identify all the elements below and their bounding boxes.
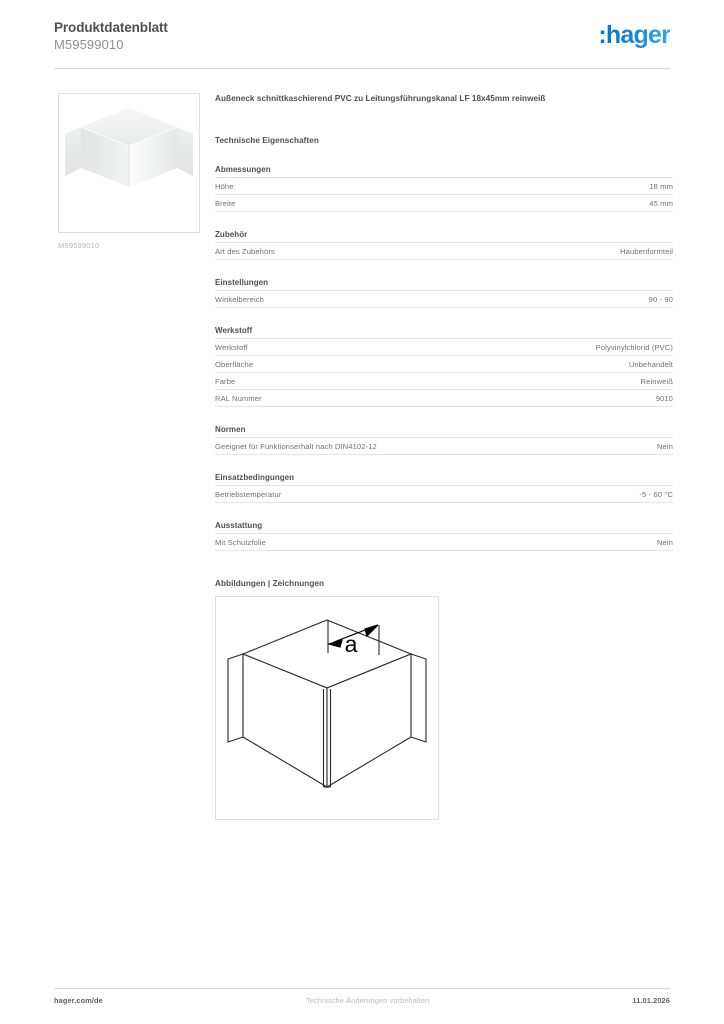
spec-label: Betriebstemperatur [215, 489, 282, 499]
spec-row [215, 437, 673, 455]
spec-label: Mit Schutzfolie [215, 537, 266, 547]
spec-row [215, 355, 673, 372]
spec-value: 9010 [655, 393, 673, 403]
footer-divider [54, 988, 670, 989]
spec-value: 45 mm [649, 198, 673, 208]
spec-group [215, 230, 673, 260]
spec-group [215, 278, 673, 308]
spec-row [215, 177, 673, 194]
spec-value: -5 - 60 °C [639, 489, 673, 499]
spec-row [215, 290, 673, 308]
spec-group-title: Ausstattung [215, 521, 263, 530]
hager-logo: :hager [598, 21, 670, 49]
page-header [54, 20, 670, 68]
article-number: M59599010 [54, 37, 124, 52]
page-title: Produktdatenblatt [54, 20, 168, 35]
spec-group-title: Werkstoff [215, 326, 253, 335]
spec-value: Haubenformteil [620, 246, 673, 256]
spec-label: Geeignet für Funktionserhalt nach DIN4102-12 [215, 441, 377, 451]
page-footer [54, 996, 670, 1005]
technical-drawing-frame [215, 596, 439, 820]
spec-value: Unbehandelt [628, 359, 673, 369]
dimension-label-a: a [344, 631, 358, 657]
footer-disclaimer: Technische Änderungen vorbehalten [305, 996, 430, 1005]
spec-group [215, 425, 673, 455]
spec-row [215, 194, 673, 212]
drawings-title: Abbildungen | Zeichnungen [215, 579, 325, 588]
technical-line-drawing-external-corner [216, 597, 438, 819]
spec-label: Farbe [215, 376, 236, 386]
spec-label: Höhe [215, 181, 234, 191]
technical-properties-title: Technische Eigenschaften [215, 136, 319, 145]
product-photo-frame [58, 93, 200, 233]
footer-website[interactable]: hager.com/de [54, 996, 103, 1005]
spec-label: Breite [215, 198, 236, 208]
spec-value: Polyvinylchlorid (PVC) [595, 342, 673, 352]
spec-group [215, 521, 673, 551]
spec-group [215, 326, 673, 407]
spec-value: 18 mm [649, 181, 673, 191]
footer-date: 11.01.2026 [632, 996, 670, 1005]
spec-row [215, 485, 673, 503]
specifications-column [215, 93, 673, 820]
spec-label: Oberfläche [215, 359, 254, 369]
specification-table [215, 165, 673, 551]
spec-group-title: Normen [215, 425, 246, 434]
spec-row [215, 533, 673, 551]
spec-label: Werkstoff [215, 342, 248, 352]
spec-group-title: Zubehör [215, 230, 248, 239]
spec-row [215, 338, 673, 355]
spec-group-title: Abmessungen [215, 165, 271, 174]
header-divider [54, 68, 670, 69]
spec-group [215, 165, 673, 212]
spec-group-title: Einsatzbedingungen [215, 473, 295, 482]
spec-group-title: Einstellungen [215, 278, 269, 287]
spec-row [215, 242, 673, 260]
product-figure [58, 93, 202, 250]
product-photo-external-corner-white [59, 94, 199, 232]
spec-value: Nein [656, 441, 673, 451]
spec-value: Nein [656, 537, 673, 547]
spec-row [215, 372, 673, 389]
product-photo-caption: M59599010 [58, 241, 100, 250]
spec-value: Reinweiß [640, 376, 673, 386]
spec-value: 90 - 90 [648, 294, 673, 304]
spec-group [215, 473, 673, 503]
spec-row [215, 389, 673, 407]
spec-label: RAL Nummer [215, 393, 262, 403]
product-name: Außeneck schnittkaschierend PVC zu Leitungsführungskanal LF 18x45mm reinweiß [215, 94, 546, 103]
spec-label: Winkelbereich [215, 294, 264, 304]
spec-label: Art des Zubehörs [215, 246, 275, 256]
